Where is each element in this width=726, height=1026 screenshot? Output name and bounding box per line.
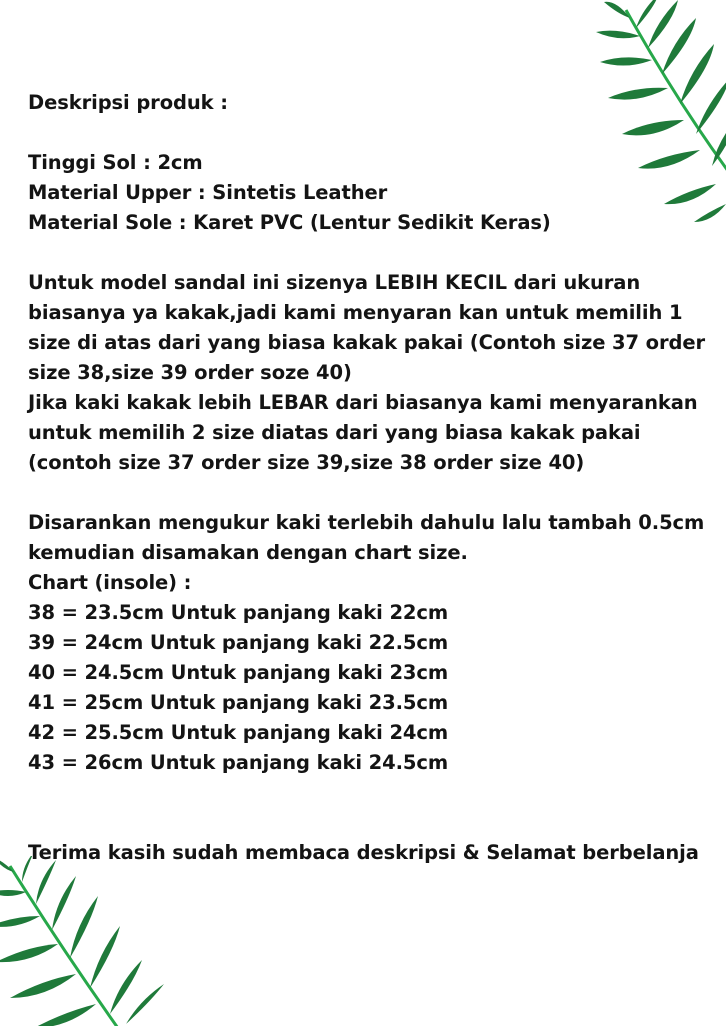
size-chart-row: 38 = 23.5cm Untuk panjang kaki 22cm — [28, 601, 449, 624]
spec-upper-material: Material Upper : Sintetis Leather — [28, 181, 388, 204]
size-note-line: Untuk model sandal ini sizenya LEBIH KECIL dari ukuran — [28, 271, 641, 294]
size-chart-row: 43 = 26cm Untuk panjang kaki 24.5cm — [28, 751, 449, 774]
size-chart-row: 40 = 24.5cm Untuk panjang kaki 23cm — [28, 661, 449, 684]
palm-leaf-icon — [0, 856, 180, 1026]
size-note-line: size di atas dari yang biasa kakak pakai (Contoh size 37 order — [28, 331, 705, 354]
product-description — [28, 88, 718, 868]
spec-sole-height: Tinggi Sol : 2cm — [28, 151, 203, 174]
measure-note-line: Disarankan mengukur kaki terlebih dahulu lalu tambah 0.5cm — [28, 511, 705, 534]
size-chart-row: 39 = 24cm Untuk panjang kaki 22.5cm — [28, 631, 449, 654]
measure-note-line: kemudian disamakan dengan chart size. — [28, 541, 468, 564]
size-chart-row: 41 = 25cm Untuk panjang kaki 23.5cm — [28, 691, 449, 714]
size-note-line: size 38,size 39 order soze 40) — [28, 361, 352, 384]
spec-sole-material: Material Sole : Karet PVC (Lentur Sedikit Keras) — [28, 211, 551, 234]
size-note-line: Jika kaki kakak lebih LEBAR dari biasanya kami menyarankan — [28, 391, 698, 414]
description-heading: Deskripsi produk : — [28, 91, 228, 114]
size-note-line: untuk memilih 2 size diatas dari yang biasa kakak pakai — [28, 421, 641, 444]
spec-list — [28, 148, 718, 238]
size-chart-title: Chart (insole) : — [28, 571, 192, 594]
size-note-line: (contoh size 37 order size 39,size 38 order size 40) — [28, 451, 585, 474]
size-chart — [28, 598, 718, 778]
size-chart-row: 42 = 25.5cm Untuk panjang kaki 24cm — [28, 721, 449, 744]
closing-message: Terima kasih sudah membaca deskripsi & Selamat berbelanja — [28, 841, 699, 864]
size-note-line: biasanya ya kakak,jadi kami menyaran kan untuk memilih 1 — [28, 301, 683, 324]
measure-note — [28, 508, 718, 568]
size-note — [28, 268, 718, 478]
